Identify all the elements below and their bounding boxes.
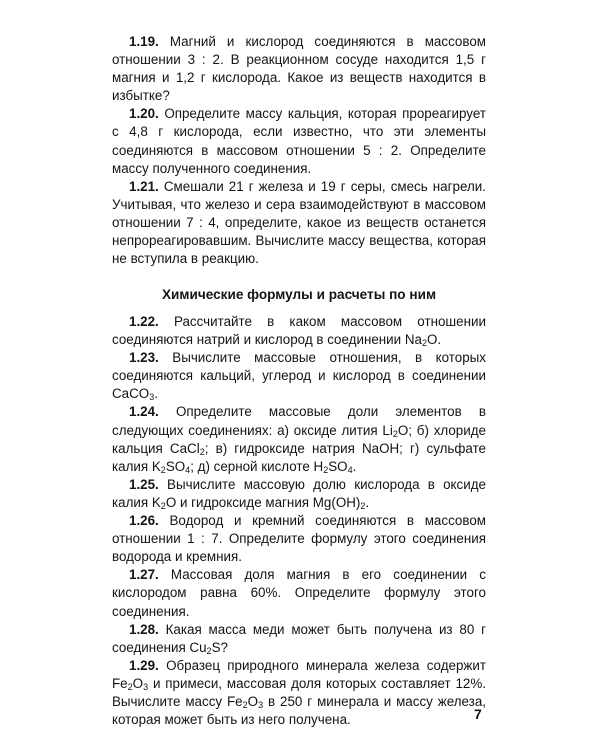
problems-block-1 bbox=[112, 33, 486, 268]
problem-text: Вычислите массовые отношения, в которых соединяются кальций, углерод и кислород в соединении CaCO$_3$. bbox=[112, 350, 486, 403]
problems-block-2 bbox=[112, 313, 486, 729]
problem-1-21 bbox=[112, 178, 486, 268]
problem-1-19 bbox=[112, 33, 486, 105]
problem-text: Определите массовые доли элементов в следующих соединениях: а) оксиде лития $Li_2O$; б) хлориде кальция CaCl$_2$; в) гидроксиде натрия NaOH; г) сульфате калия $K_2SO_4$; д) серной кислоте $H_2SO_4$. bbox=[112, 404, 486, 475]
problem-number: 1.21. bbox=[129, 178, 159, 194]
problem-1-23 bbox=[112, 349, 486, 403]
problem-text: Рассчитайте в каком массовом отношении соединяются натрий и кислород в соединении $Na_2O$. bbox=[112, 314, 486, 349]
problem-number: 1.29. bbox=[129, 657, 159, 673]
problem-1-26 bbox=[112, 512, 486, 566]
problem-number: 1.22. bbox=[129, 314, 159, 329]
problem-number: 1.23. bbox=[129, 350, 159, 366]
problem-1-27 bbox=[112, 566, 486, 620]
problem-number: 1.19. bbox=[129, 34, 159, 49]
problem-text: Массовая доля магния в его соединении с кислородом равна 60%. Определите формулу этого соединения. bbox=[112, 567, 486, 619]
problem-number: 1.28. bbox=[129, 621, 159, 637]
problem-number: 1.25. bbox=[129, 476, 159, 492]
problem-1-28 bbox=[112, 621, 486, 657]
problem-1-20 bbox=[112, 105, 486, 177]
problem-1-22 bbox=[112, 313, 486, 349]
problem-number: 1.20. bbox=[129, 106, 159, 122]
problem-1-29 bbox=[112, 657, 486, 729]
page-number: 7 bbox=[474, 706, 482, 722]
problem-text: Определите массу кальция, которая прореагирует с 4,8 г кислорода, если известно, что эти элементы соединяются в массовом отношении 5 : 2. Определите массу полученного соединения. bbox=[112, 106, 486, 176]
problem-text: Водород и кремний соединяются в массовом отношении 1 : 7. Определите формулу этого соединения водорода и кремния. bbox=[112, 513, 486, 565]
section-heading: Химические формулы и расчеты по ним bbox=[161, 287, 437, 302]
problem-text: Смешали 21 г железа и 19 г серы, смесь нагрели. Учитывая, что железо и сера взаимодействуют в массовом отношении 7 : 4, определите, какое из веществ останется непрореагировавшим. Вычислите массу вещества, которая не вступила в реакцию. bbox=[112, 178, 486, 267]
problem-number: 1.27. bbox=[129, 567, 159, 583]
problem-number: 1.26. bbox=[129, 513, 159, 529]
problem-text: Образец природного минерала железа содержит $Fe_2O_3$ и примеси, массовая доля которых составляет 12%. Вычислите массу $Fe_2O_3$ в 250 г минерала и массу железа, которая может быть из него получена. bbox=[112, 657, 486, 728]
problem-1-24 bbox=[112, 403, 486, 475]
problem-1-25 bbox=[112, 476, 486, 512]
problem-text: Вычислите массовую долю кислорода в оксиде калия $K_2O$ и гидроксиде магния $Mg(OH)_2$. bbox=[112, 476, 486, 511]
problem-number: 1.24. bbox=[129, 404, 159, 420]
problem-text: Какая масса меди может быть получена из 80 г соединения $Cu_2S$? bbox=[112, 621, 486, 656]
problem-text: Магний и кислород соединяются в массовом отношении 3 : 2. В реакционном сосуде находится 1,5 г магния и 1,2 г кислорода. Какое из веществ находится в избытке? bbox=[112, 34, 486, 104]
